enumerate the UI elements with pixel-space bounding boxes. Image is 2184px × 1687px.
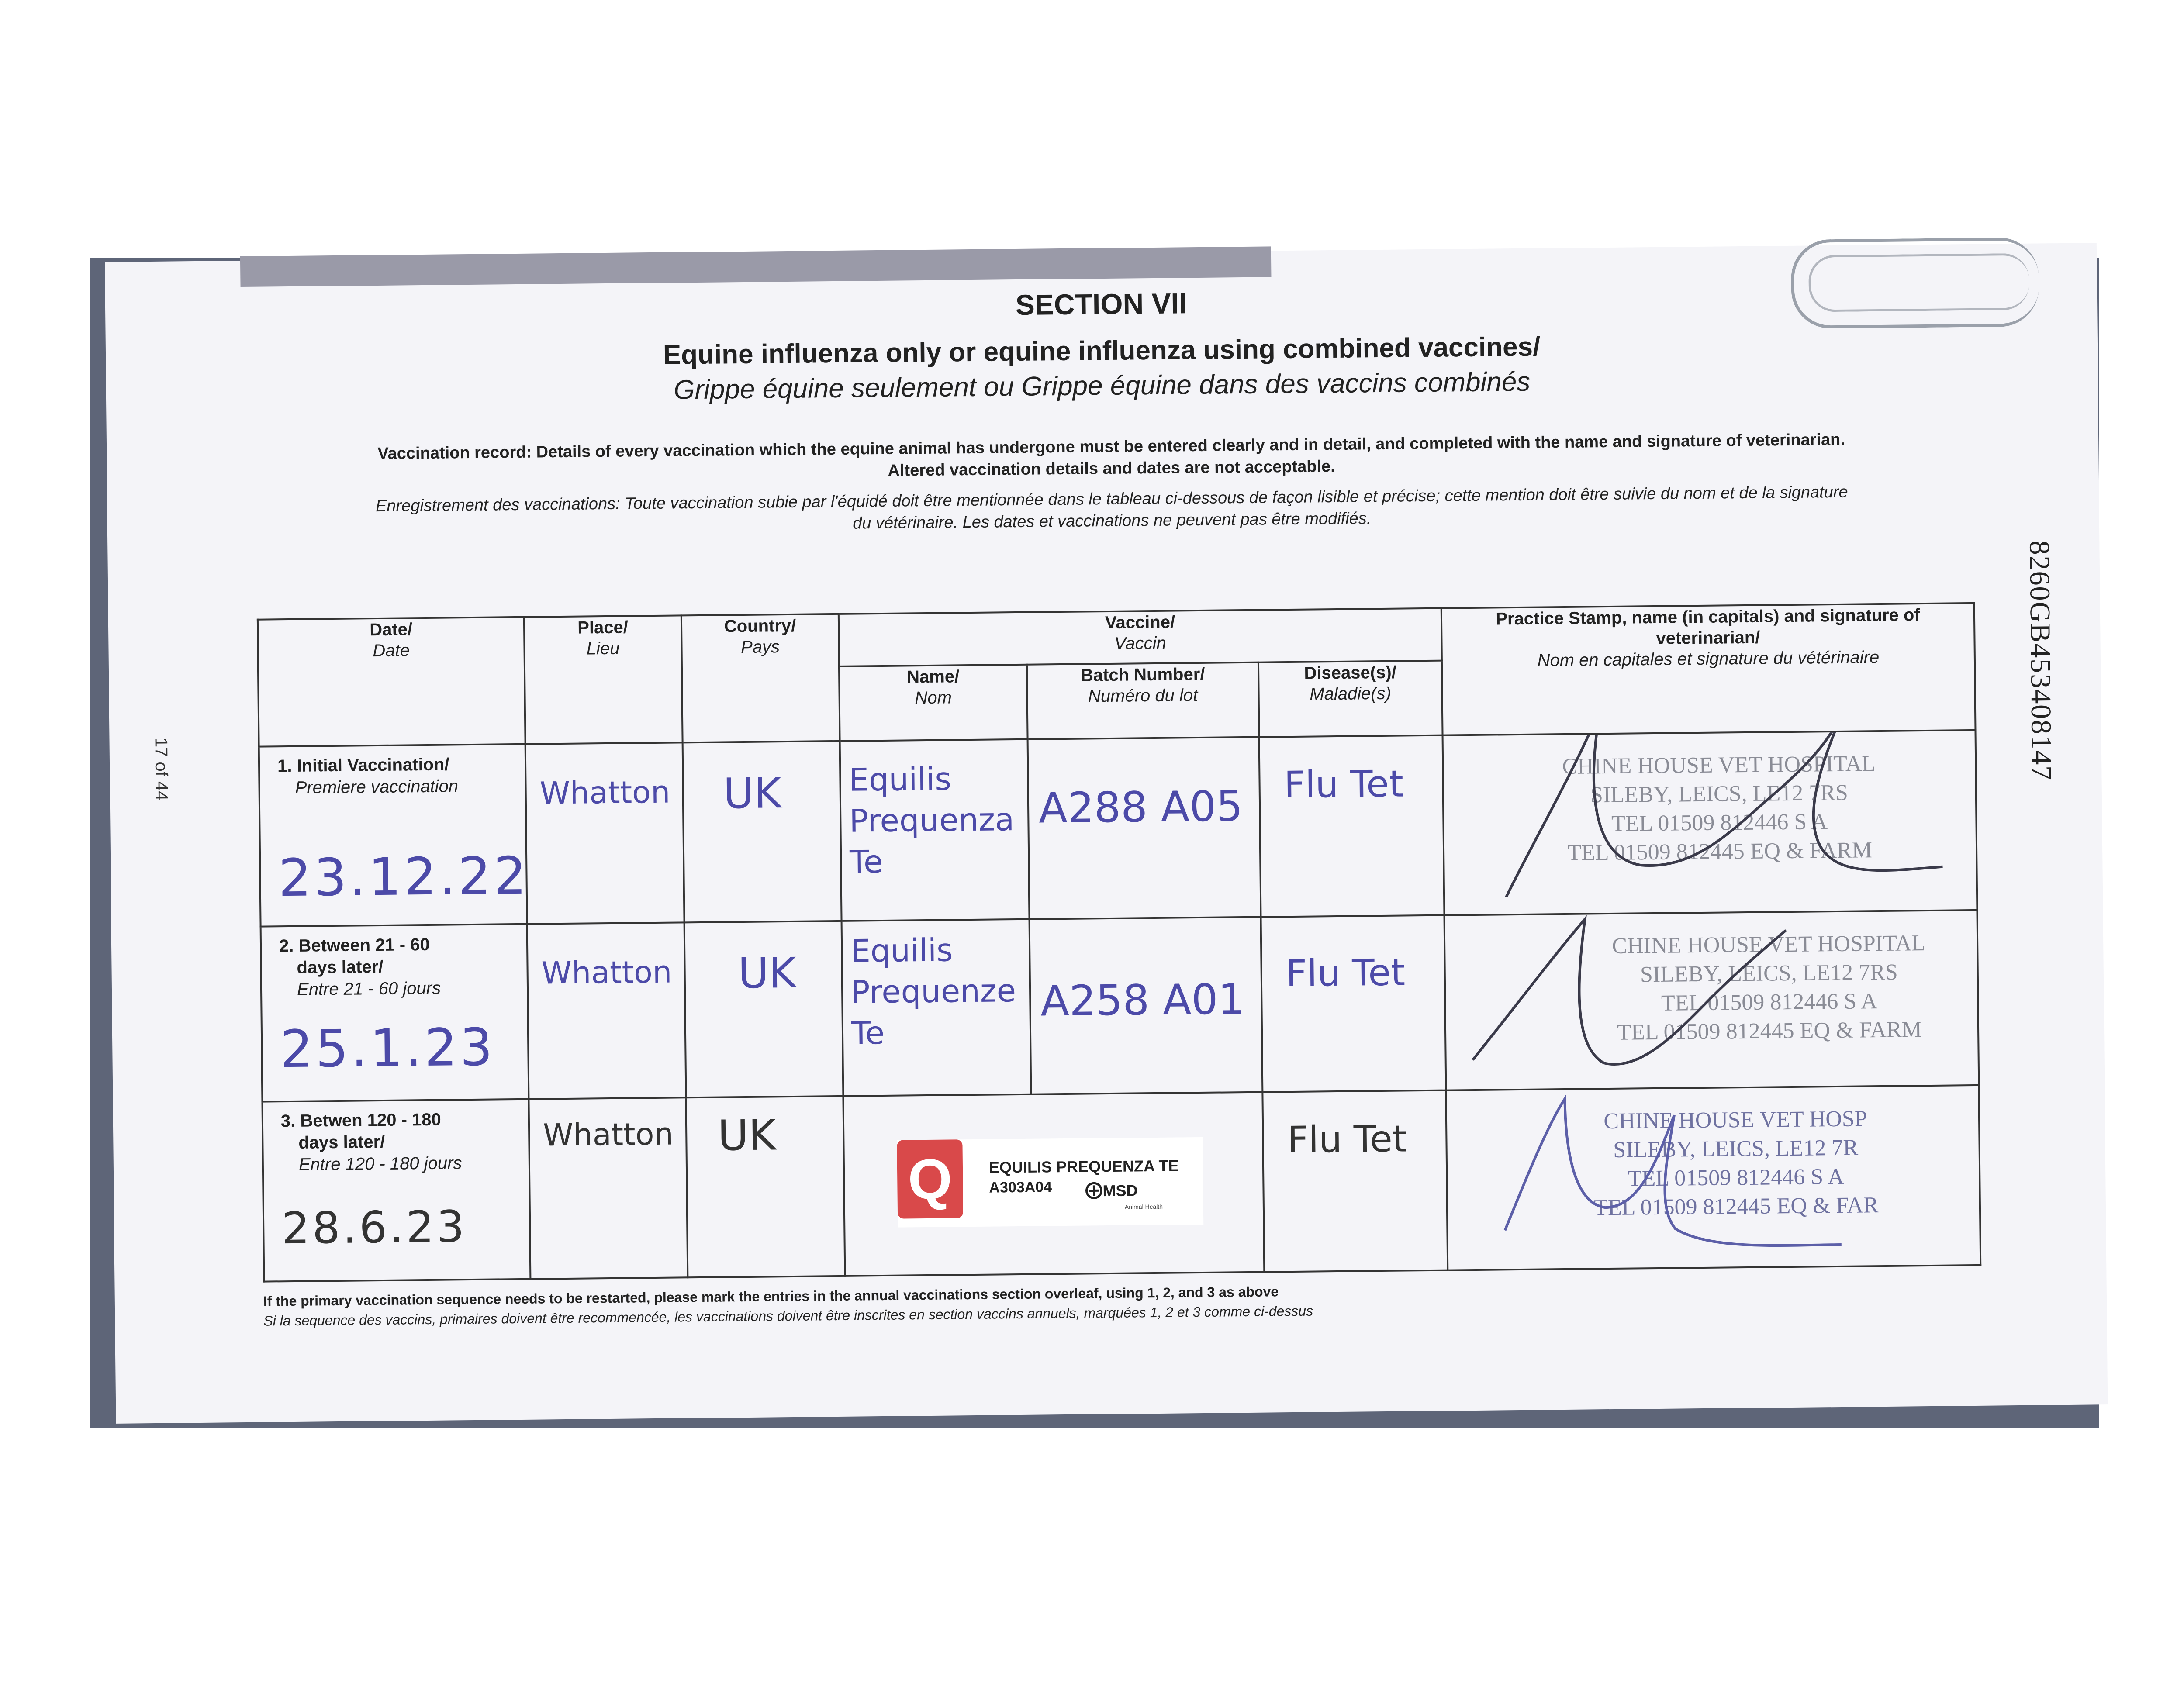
header-disease-label: Disease(s)/	[1304, 663, 1396, 683]
record-instructions-english	[194, 427, 2029, 488]
stamp-line: TEL 01509 812445 EQ & FARM	[1567, 838, 1873, 866]
row-label-en: 1. Initial Vaccination/	[277, 755, 449, 776]
table-row	[261, 910, 1979, 1102]
stamp-line: SILEBY, LEICS, LE12 7RS	[1590, 780, 1849, 808]
header-date-label: Date/	[369, 620, 413, 640]
heading-french: Grippe équine seulement ou Grippe équine dans des vaccins combinés	[673, 366, 1531, 405]
header-country-label: Country/	[724, 616, 796, 636]
vet-signature	[1447, 1086, 1981, 1270]
row-country-cell	[683, 741, 842, 922]
handwritten-place: Whatton	[543, 1116, 674, 1153]
row-date-cell	[259, 744, 527, 926]
row-country-cell	[684, 921, 843, 1098]
row-place-cell	[527, 922, 686, 1099]
row-stamp-cell	[1443, 730, 1977, 915]
row-vaccine-name-cell	[842, 919, 1031, 1097]
sticker-brand-sub: Animal Health	[1124, 1203, 1163, 1211]
record-en-line-2: Altered vaccination details and dates are not acceptable.	[888, 457, 1335, 480]
header-place-label: Place/	[577, 618, 629, 638]
handwritten-batch-number: A288 A05	[1038, 782, 1243, 833]
row-disease-cell	[1259, 735, 1444, 917]
header-stamp-label: Practice Stamp, name (in capitals) and signature of veterinarian/	[1496, 605, 1920, 648]
stamp-line: SILEBY, LEICS, LE12 7RS	[1640, 959, 1898, 987]
header-vaccine-fr: Vaccin	[1114, 633, 1166, 653]
row-label	[263, 1100, 529, 1176]
heading-english: Equine influenza only or equine influenza using combined vaccines/	[663, 331, 1541, 370]
stamp-line: SILEBY, LEICS, LE12 7R	[1613, 1135, 1859, 1163]
previous-page-strip	[240, 246, 1272, 287]
vaccination-page	[105, 243, 2108, 1424]
q-logo-icon: Q	[897, 1140, 963, 1219]
handwritten-country: UK	[738, 948, 797, 998]
row-date-cell	[262, 1099, 530, 1281]
header-batch-fr: Numéro du lot	[1088, 686, 1198, 706]
row-country-cell	[686, 1096, 845, 1277]
header-batch-label: Batch Number/	[1080, 665, 1205, 686]
row-disease-cell	[1262, 1090, 1448, 1272]
row-date-cell	[261, 924, 529, 1102]
handwritten-disease: Flu Tet	[1287, 1117, 1407, 1162]
header-vaccine	[839, 608, 1442, 667]
header-country	[681, 614, 840, 743]
header-place	[524, 615, 683, 744]
row-label	[260, 745, 525, 799]
handwritten-place: Whatton	[539, 774, 670, 811]
row-disease-cell	[1261, 915, 1446, 1092]
record-fr-line-2: du vétérinaire. Les dates et vaccinations ne peuvent pas être modifiés.	[853, 509, 1372, 533]
stamp-line: CHINE HOUSE VET HOSP	[1603, 1106, 1867, 1134]
handwritten-disease: Flu Tet	[1284, 762, 1404, 807]
row-label-fr: Entre 120 - 180 jours	[298, 1153, 462, 1175]
row-label	[262, 925, 527, 1001]
header-disease	[1258, 661, 1443, 737]
handwritten-date: 25.1.23	[280, 1017, 496, 1079]
passport-id-code: 8260GB453408147	[2023, 540, 2058, 781]
table-row	[262, 1085, 1980, 1281]
header-name-label: Name/	[906, 667, 960, 687]
header-country-fr: Pays	[740, 637, 780, 657]
sticker-vaccine-name: EQUILIS PREQUENZA TE	[988, 1156, 1179, 1177]
handwritten-vaccine-name: Equilis Prequenze Te	[850, 931, 1016, 1052]
row-batch-cell	[1028, 737, 1261, 919]
footer-note-french: Si la sequence des vaccins, primaires doivent être recommencée, les vaccinations doivent être inscrites en section vaccins annuels, marquées 1, 2 et 3 comme ci-dessus	[263, 1303, 1313, 1329]
row-place-cell	[525, 742, 684, 924]
record-fr-line-1: Enregistrement des vaccinations: Toute vaccination subie par l'équidé doit être mentionnée dans le tableau ci-dessous de façon lisible et précise; cette mention doit être suivie du nom et de la signature	[375, 483, 1848, 516]
handwritten-date: 28.6.23	[281, 1201, 467, 1254]
header-place-fr: Lieu	[586, 638, 620, 659]
stamp-line: TEL 01509 812446 S A	[1611, 809, 1828, 837]
header-batch-number	[1027, 662, 1259, 739]
vaccination-table	[257, 602, 1981, 1283]
stamp-line: TEL 01509 812445 EQ & FARM	[1617, 1017, 1922, 1045]
row-label-fr: Premiere vaccination	[295, 776, 459, 798]
table-row	[259, 730, 1977, 926]
row-stamp-cell	[1444, 910, 1979, 1090]
header-date	[258, 617, 525, 747]
sticker-brand: MSD	[1102, 1181, 1138, 1200]
header-vaccine-name	[839, 665, 1028, 741]
header-stamp	[1441, 603, 1976, 735]
page-number: 17 of 44	[151, 737, 171, 801]
record-en-line-1: Vaccination record: Details of every vaccination which the equine animal has undergone must be entered clearly and in detail, and completed with the name and signature of veterinarian.	[377, 430, 1845, 463]
header-disease-fr: Maladie(s)	[1310, 684, 1392, 704]
msd-logo-icon	[1085, 1182, 1102, 1200]
handwritten-country: UK	[723, 769, 782, 818]
header-name-fr: Nom	[915, 688, 952, 708]
header-stamp-fr: Nom en capitales et signature du vétérinaire	[1537, 648, 1880, 670]
row-label-en-2: days later/	[297, 957, 384, 977]
row-stamp-cell	[1446, 1085, 1980, 1270]
stamp-line: CHINE HOUSE VET HOSPITAL	[1562, 751, 1876, 780]
record-instructions-french	[186, 480, 2038, 541]
row-label-en-2: days later/	[298, 1132, 385, 1153]
handwritten-place: Whatton	[541, 954, 672, 991]
stamp-line: TEL 01509 812446 S A	[1628, 1164, 1845, 1191]
row-vaccine-name-cell	[840, 739, 1030, 921]
header-vaccine-label: Vaccine/	[1105, 612, 1175, 633]
row-vaccine-sticker-cell	[843, 1092, 1264, 1276]
row-batch-cell	[1030, 917, 1263, 1094]
vet-signature	[1445, 911, 1980, 1091]
handwritten-vaccine-name: Equilis Prequenza Te	[849, 760, 1015, 880]
stamp-line: TEL 01509 812446 S A	[1661, 988, 1878, 1016]
sticker-batch-number: A303A04	[989, 1179, 1052, 1197]
handwritten-country: UK	[717, 1111, 777, 1160]
handwritten-batch-number: A258 A01	[1040, 974, 1245, 1026]
handwritten-date: 23.12.22	[278, 845, 529, 908]
handwritten-disease: Flu Tet	[1286, 951, 1406, 995]
row-label-en: 3. Betwen 120 - 180	[280, 1110, 441, 1131]
vaccine-batch-sticker	[897, 1137, 1203, 1228]
header-date-fr: Date	[373, 641, 410, 661]
stamp-line: CHINE HOUSE VET HOSPITAL	[1612, 930, 1926, 959]
vet-signature	[1444, 731, 1978, 915]
table-header-row	[258, 603, 1975, 672]
stamp-line: TEL 01509 812445 EQ & FAR	[1593, 1193, 1879, 1221]
row-place-cell	[529, 1098, 688, 1279]
footer-note-english: If the primary vaccination sequence needs to be restarted, please mark the entries in the annual vaccinations section overleaf, using 1, 2, and 3 as above	[263, 1283, 1279, 1309]
section-title: SECTION VII	[1015, 287, 1187, 321]
row-label-en: 2. Between 21 - 60	[279, 935, 430, 956]
row-label-fr: Entre 21 - 60 jours	[297, 978, 441, 999]
